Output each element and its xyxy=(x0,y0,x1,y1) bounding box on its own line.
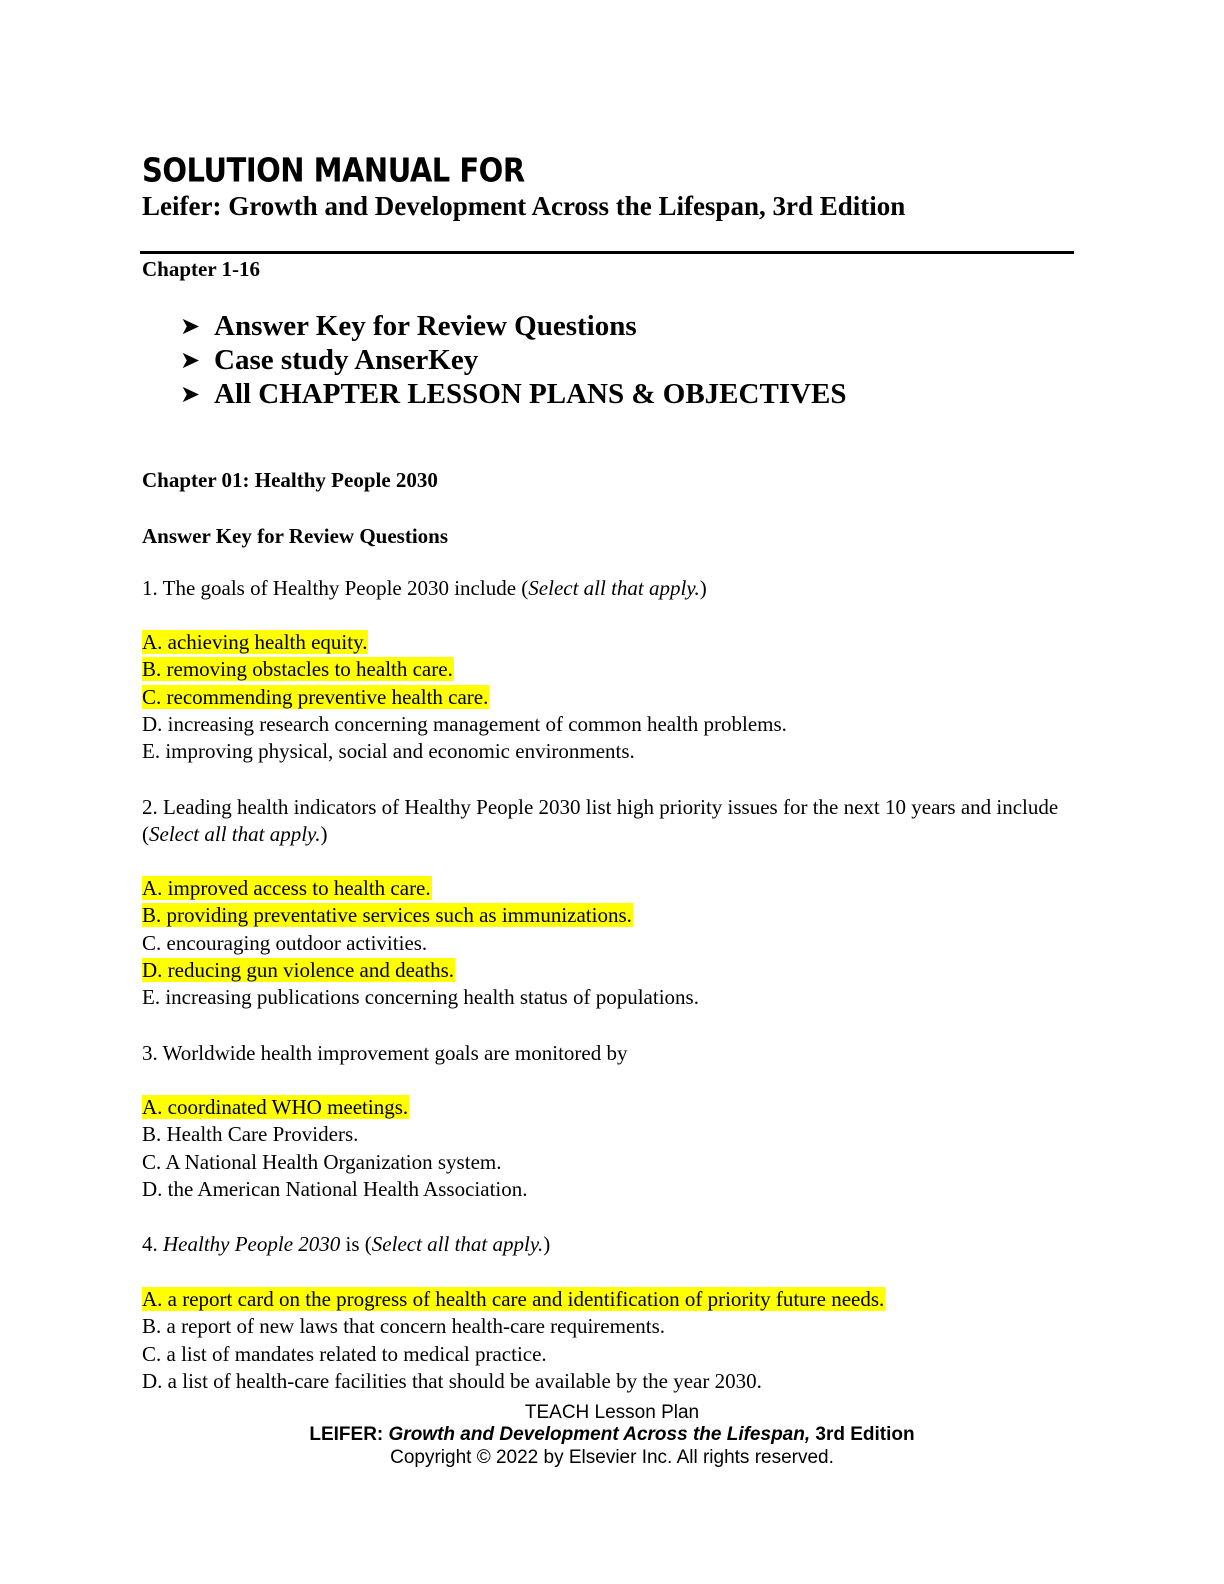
horizontal-rule xyxy=(140,251,1074,254)
footer-line-2 xyxy=(0,1423,1224,1446)
question-stem: Leading health indicators of Healthy People 2030 list high priority issues for the next 10 years and include xyxy=(163,795,1059,819)
question-stem: is xyxy=(345,1232,360,1256)
question-note: Select all that apply. xyxy=(371,1232,544,1256)
question-2 xyxy=(142,794,1077,848)
arrowhead-bullet-icon: ➤ xyxy=(180,312,201,340)
answer-option-correct xyxy=(142,1094,528,1121)
answer-option-correct xyxy=(142,902,699,929)
bullet-text: Case study AnserKey xyxy=(214,344,479,376)
bullet-item xyxy=(180,309,847,343)
option-text: E. increasing publications concerning health status of populations. xyxy=(142,985,699,1010)
note-paren: ( xyxy=(521,576,529,600)
question-number: 2. xyxy=(142,795,158,819)
question-number: 1. xyxy=(142,576,158,600)
option-text: E. improving physical, social and economic environments. xyxy=(142,739,635,764)
option-text: D. a list of health-care facilities that should be available by the year 2030. xyxy=(142,1368,762,1393)
option-text: B. Health Care Providers. xyxy=(142,1122,359,1147)
question-3-options xyxy=(142,1094,528,1203)
option-text: A. coordinated WHO meetings. xyxy=(142,1095,409,1119)
arrowhead-bullet-icon: ➤ xyxy=(180,346,201,374)
question-number: 3. xyxy=(142,1041,158,1065)
answer-option xyxy=(142,984,699,1011)
option-text: B. a report of new laws that concern health-care requirements. xyxy=(142,1314,666,1339)
book-title: Leifer: Growth and Development Across the Lifespan, 3rd Edition xyxy=(142,191,906,221)
note-paren: ( xyxy=(364,1232,372,1256)
option-text: A. a report card on the progress of health care and identification of priority future needs. xyxy=(142,1287,885,1311)
option-text: C. A National Health Organization system. xyxy=(142,1149,502,1174)
option-text: D. the American National Health Association. xyxy=(142,1176,528,1201)
question-4-options xyxy=(142,1286,885,1395)
note-paren: ) xyxy=(699,576,707,600)
bullet-item xyxy=(180,343,847,377)
bullet-text: Answer Key for Review Questions xyxy=(214,310,637,342)
option-text: B. removing obstacles to health care. xyxy=(142,657,453,682)
answer-option xyxy=(142,1149,528,1176)
answer-option xyxy=(142,930,699,957)
question-stem-italic: Healthy People 2030 xyxy=(163,1232,341,1256)
note-paren: ) xyxy=(320,822,328,846)
bullet-item xyxy=(180,377,847,411)
answer-option-correct xyxy=(142,656,787,683)
answer-option xyxy=(142,738,787,765)
question-2-options xyxy=(142,875,699,1011)
answer-option-correct xyxy=(142,1286,885,1313)
note-paren: ) xyxy=(543,1232,551,1256)
question-3 xyxy=(142,1040,1077,1067)
option-text: D. reducing gun violence and deaths. xyxy=(142,957,454,982)
answer-option xyxy=(142,1121,528,1148)
footer-copyright: Copyright © 2022 by Elsevier Inc. All rights reserved. xyxy=(390,1447,834,1468)
option-text: B. providing preventative services such as immunizations. xyxy=(142,903,632,928)
option-text: A. improved access to health care. xyxy=(142,876,431,900)
section-title: Answer Key for Review Questions xyxy=(142,524,449,548)
footer-book-title: Growth and Development Across the Lifespan, xyxy=(388,1424,811,1445)
answer-option xyxy=(142,1341,885,1368)
footer-edition: 3rd Edition xyxy=(815,1424,915,1445)
bullet-text: All CHAPTER LESSON PLANS & OBJECTIVES xyxy=(214,378,847,410)
question-number: 4. xyxy=(142,1232,158,1256)
manual-title: SOLUTION MANUAL FOR xyxy=(142,151,525,190)
answer-option xyxy=(142,1313,885,1340)
note-paren: ( xyxy=(142,822,149,846)
question-stem: The goals of Healthy People 2030 include xyxy=(162,576,517,600)
answer-option-correct xyxy=(142,629,787,656)
contents-bullet-list xyxy=(180,309,847,411)
footer-line-1: TEACH Lesson Plan xyxy=(524,1402,700,1423)
option-text: A. achieving health equity. xyxy=(142,630,368,654)
option-text: D. increasing research concerning management of common health problems. xyxy=(142,711,787,736)
answer-option xyxy=(142,711,787,738)
question-4 xyxy=(142,1231,1077,1258)
question-note: Select all that apply. xyxy=(528,576,700,600)
question-note: Select all that apply. xyxy=(149,822,321,846)
answer-option-correct xyxy=(142,684,787,711)
answer-option xyxy=(142,1176,528,1203)
question-stem: Worldwide health improvement goals are monitored by xyxy=(162,1041,628,1065)
option-text: C. encouraging outdoor activities. xyxy=(142,930,428,955)
question-1 xyxy=(142,575,1077,602)
answer-option-correct xyxy=(142,957,699,984)
arrowhead-bullet-icon: ➤ xyxy=(180,380,201,408)
answer-option xyxy=(142,1368,885,1395)
footer-prefix: LEIFER: xyxy=(309,1424,384,1445)
chapter-range: Chapter 1-16 xyxy=(142,257,261,281)
option-text: C. a list of mandates related to medical practice. xyxy=(142,1341,547,1366)
chapter-title: Chapter 01: Healthy People 2030 xyxy=(142,468,438,492)
option-text: C. recommending preventive health care. xyxy=(142,684,489,709)
answer-option-correct xyxy=(142,875,699,902)
question-1-options xyxy=(142,629,787,765)
